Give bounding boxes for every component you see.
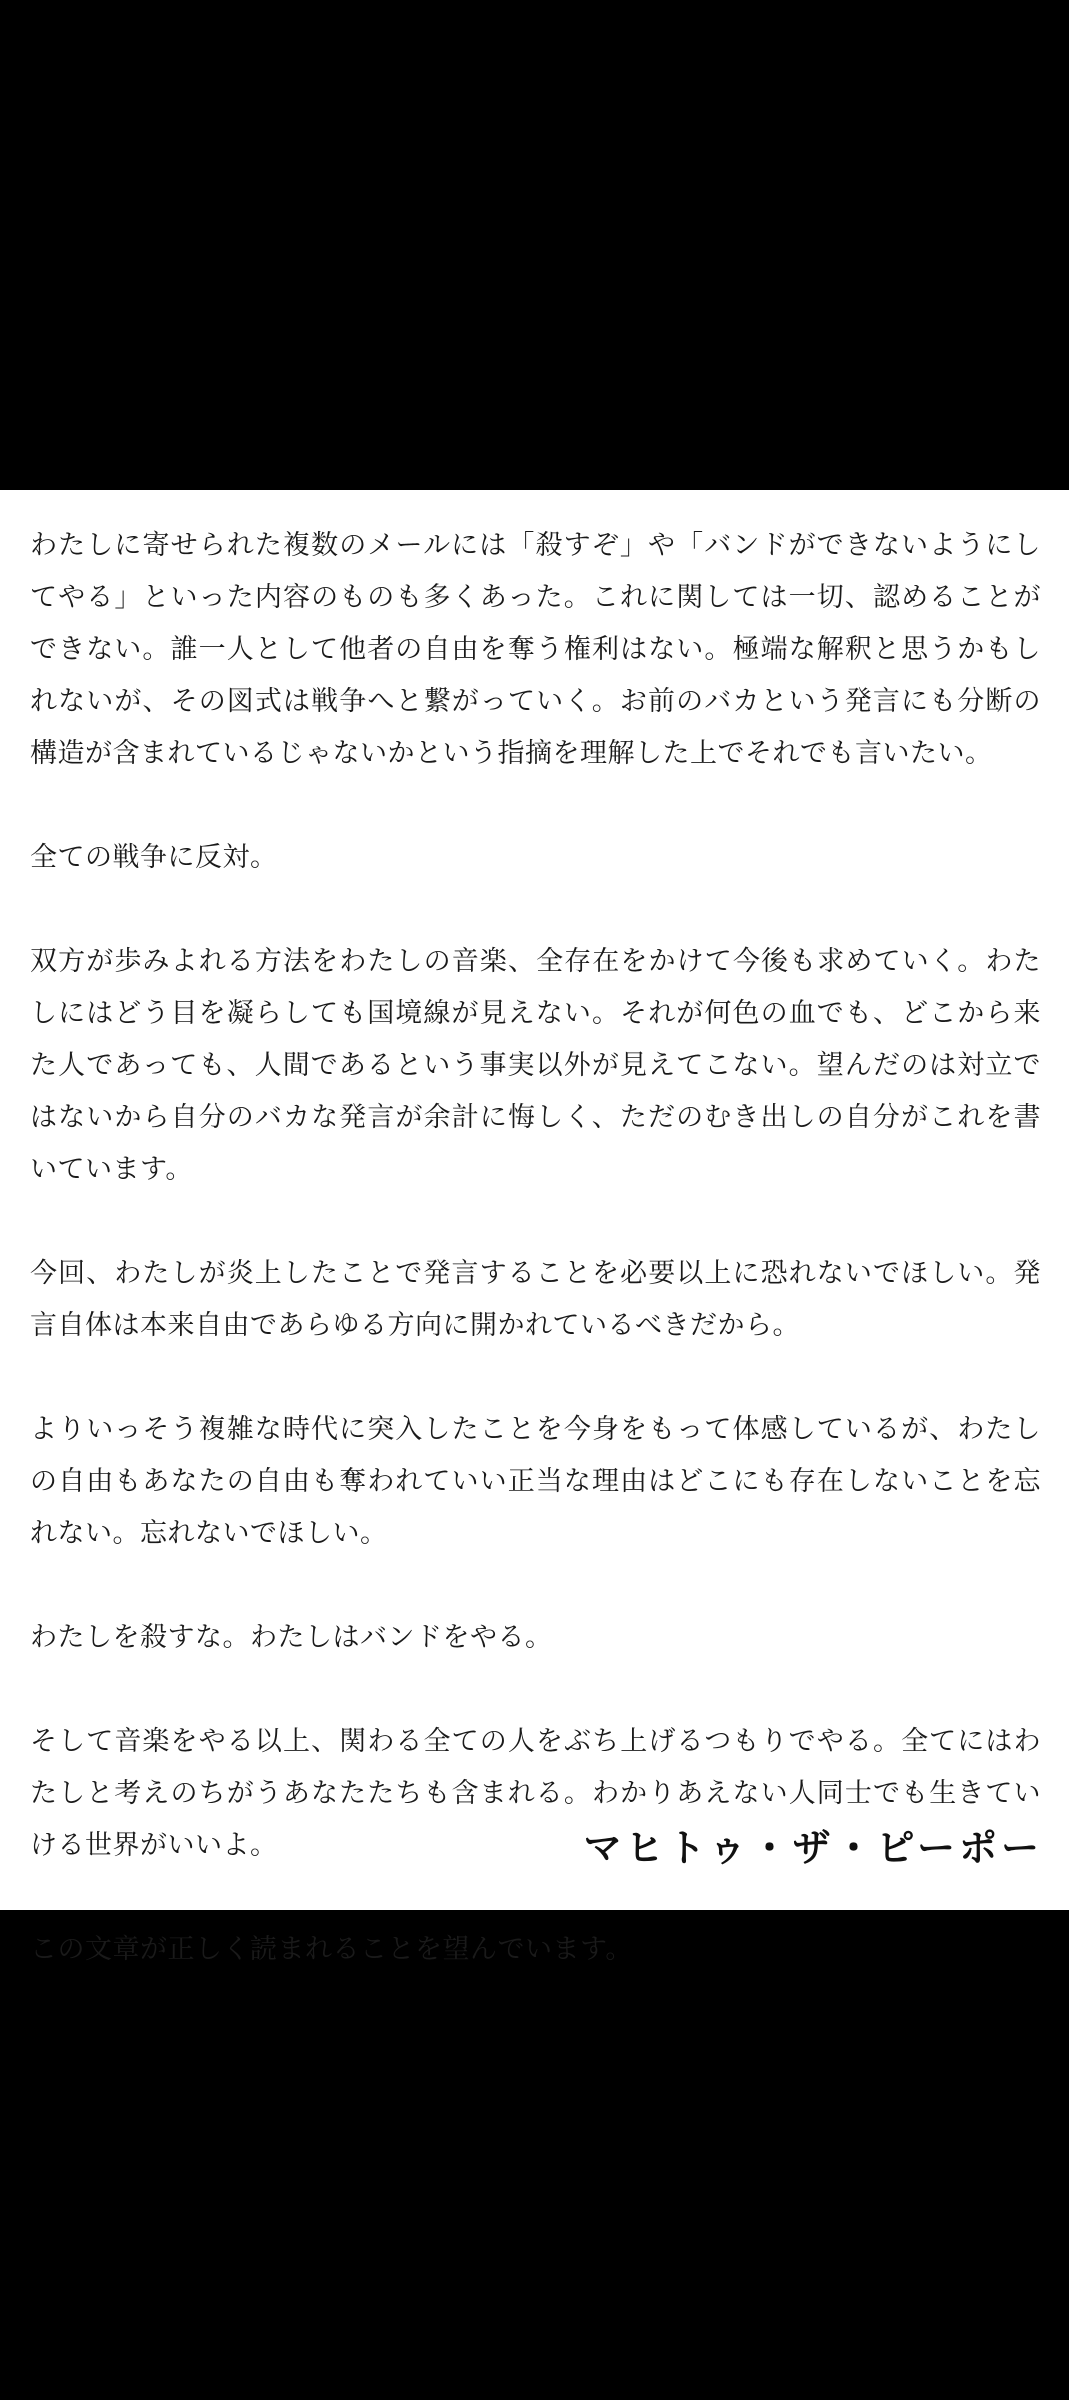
letter-paragraph-3: 双方が歩みよれる方法をわたしの音楽、全存在をかけて今後も求めていく。わたしにはどう目を凝らしても国境線が見えない。それが何色の血でも、どこから来た人であっても、人間であるという事実以外が見えてこない。望んだのは対立ではないから自分のバカな発言が余計に悔しく、ただのむき出しの自分がこれを書いています。	[30, 946, 1041, 1185]
letter-paragraph-5: よりいっそう複雑な時代に突入したことを今身をもって体感しているが、わたしの自由もあなたの自由も奪われていい正当な理由はどこにも存在しないことを忘れない。忘れないでほしい。	[30, 1414, 1041, 1549]
letter-paragraph-7: そして音楽をやる以上、関わる全ての人をぶち上げるつもりでやる。全てにはわたしと考えのちがうあなたたちも含まれる。わかりあえない人同士でも生きていける世界がいいよ。	[30, 1726, 1041, 1861]
letter-sheet	[0, 490, 1069, 1965]
letter-paragraph-4: 今回、わたしが炎上したことで発言することを必要以上に恐れないでほしい。発言自体は本来自由であらゆる方向に開かれているべきだから。	[30, 1258, 1041, 1341]
letter-paragraph-8: この文章が正しく読まれることを望んでいます。	[30, 1934, 633, 1965]
letter-paragraph-1: わたしに寄せられた複数のメールには「殺すぞ」や「バンドができないようにしてやる」といった内容のものも多くあった。これに関しては一切、認めることができない。誰一人として他者の自由を奪う権利はない。極端な解釈と思うかもしれないが、その図式は戦争へと繋がっていく。お前のバカという発言にも分断の構造が含まれているじゃないかという指摘を理解した上でそれでも言いたい。	[30, 530, 1041, 769]
signature: マヒトゥ・ザ・ピーポー	[583, 1826, 1043, 1870]
letter-paragraph-6: わたしを殺すな。わたしはバンドをやる。	[30, 1622, 553, 1653]
letter-paragraph-2: 全ての戦争に反対。	[30, 842, 278, 873]
